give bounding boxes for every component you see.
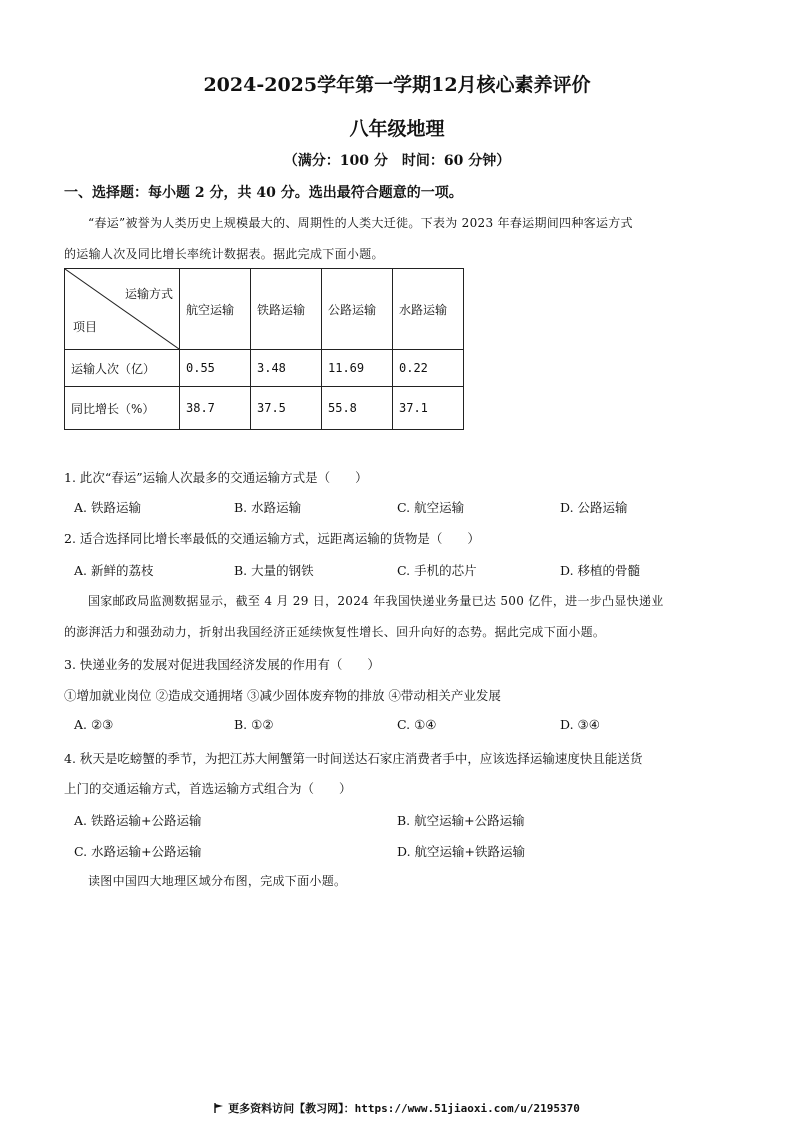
intro3-text: 读图中国四大地理区域分布图，完成下面小题。 — [88, 874, 347, 888]
q4-option-c: C. 水路运输+公路运输 — [74, 844, 202, 859]
q3-option-d: D. ③④ — [560, 717, 600, 732]
q2-option-a: A. 新鲜的荔枝 — [74, 563, 154, 578]
footer-link[interactable] — [0, 1100, 794, 1116]
table-cell: 38.7 — [180, 387, 251, 430]
row-label: 运输人次（亿） — [65, 350, 180, 387]
q3-option-c: C. ①④ — [397, 717, 437, 732]
q4-option-b: B. 航空运输+公路运输 — [397, 813, 525, 828]
section-heading: 一、选择题：每小题 2 分，共 40 分。选出最符合题意的一项。 — [64, 185, 463, 201]
q4-option-d: D. 航空运输+铁路运输 — [397, 844, 525, 859]
q1-stem: 1. 此次“春运”运输人次最多的交通运输方式是（ ） — [64, 470, 368, 485]
q3-items: ①增加就业岗位 ②造成交通拥堵 ③减少固体废弃物的排放 ④带动相关产业发展 — [64, 688, 501, 703]
q2-option-d: D. 移植的骨髓 — [560, 563, 641, 578]
exam-meta: （满分：100 分 时间：60 分钟） — [283, 153, 511, 169]
transport-table — [64, 268, 464, 430]
column-header: 铁路运输 — [251, 269, 322, 350]
row-label: 同比增长（%） — [65, 387, 180, 430]
q4-stem-line2: 上门的交通运输方式，首选运输方式组合为（ ） — [64, 781, 352, 796]
q2-option-c: C. 手机的芯片 — [397, 563, 477, 578]
table-cell: 11.69 — [322, 350, 393, 387]
exam-title: 2024-2025学年第一学期12月核心素养评价 — [203, 74, 591, 96]
table-cell: 0.22 — [393, 350, 464, 387]
table-cell: 3.48 — [251, 350, 322, 387]
intro1-line2: 的运输人次及同比增长率统计数据表。据此完成下面小题。 — [64, 247, 384, 261]
q2-option-b: B. 大量的钢铁 — [234, 563, 314, 578]
q4-option-a: A. 铁路运输+公路运输 — [74, 813, 202, 828]
q3-option-a: A. ②③ — [74, 717, 114, 732]
corner-bottom-label: 项目 — [73, 320, 98, 334]
q1-option-b: B. 水路运输 — [234, 500, 302, 515]
table-cell: 37.5 — [251, 387, 322, 430]
table-corner-cell — [65, 269, 180, 350]
flag-icon — [214, 1103, 224, 1113]
exam-subject: 八年级地理 — [349, 118, 445, 140]
intro2-line2: 的澎湃活力和强劲动力，折射出我国经济正延续恢复性增长、回升向好的态势。据此完成下面小题。 — [64, 625, 606, 639]
corner-top-label: 运输方式 — [124, 287, 173, 301]
diagonal-line — [65, 269, 179, 349]
intro1-line1: “春运”被誉为人类历史上规模最大的、周期性的人类大迁徙。下表为 2023 年春运期间四种客运方式 — [88, 216, 633, 230]
column-header: 航空运输 — [180, 269, 251, 350]
q1-option-c: C. 航空运输 — [397, 500, 465, 515]
table-row — [65, 387, 464, 430]
intro-paragraph-2 — [64, 586, 736, 648]
footer-text: 更多资料访问【教习网】：https://www.51jiaoxi.com/u/2195370 — [228, 1102, 580, 1115]
q2-stem: 2. 适合选择同比增长率最低的交通运输方式，远距离运输的货物是（ ） — [64, 531, 480, 546]
column-header: 水路运输 — [393, 269, 464, 350]
q1-option-d: D. 公路运输 — [560, 500, 628, 515]
q3-stem: 3. 快递业务的发展对促进我国经济发展的作用有（ ） — [64, 657, 380, 672]
intro-paragraph-3 — [64, 866, 736, 897]
table-row — [65, 350, 464, 387]
intro-paragraph-1 — [64, 208, 736, 270]
table-cell: 37.1 — [393, 387, 464, 430]
q1-option-a: A. 铁路运输 — [74, 500, 141, 515]
table-header-row — [65, 269, 464, 350]
intro2-line1: 国家邮政局监测数据显示，截至 4 月 29 日，2024 年我国快递业务量已达 500 亿件，进一步凸显快递业 — [88, 594, 664, 608]
table-cell: 55.8 — [322, 387, 393, 430]
table-cell: 0.55 — [180, 350, 251, 387]
q4-stem-line1: 4. 秋天是吃螃蟹的季节，为把江苏大闸蟹第一时间送达石家庄消费者手中，应该选择运输速度快且能送货 — [64, 751, 643, 766]
q3-option-b: B. ①② — [234, 717, 274, 732]
column-header: 公路运输 — [322, 269, 393, 350]
